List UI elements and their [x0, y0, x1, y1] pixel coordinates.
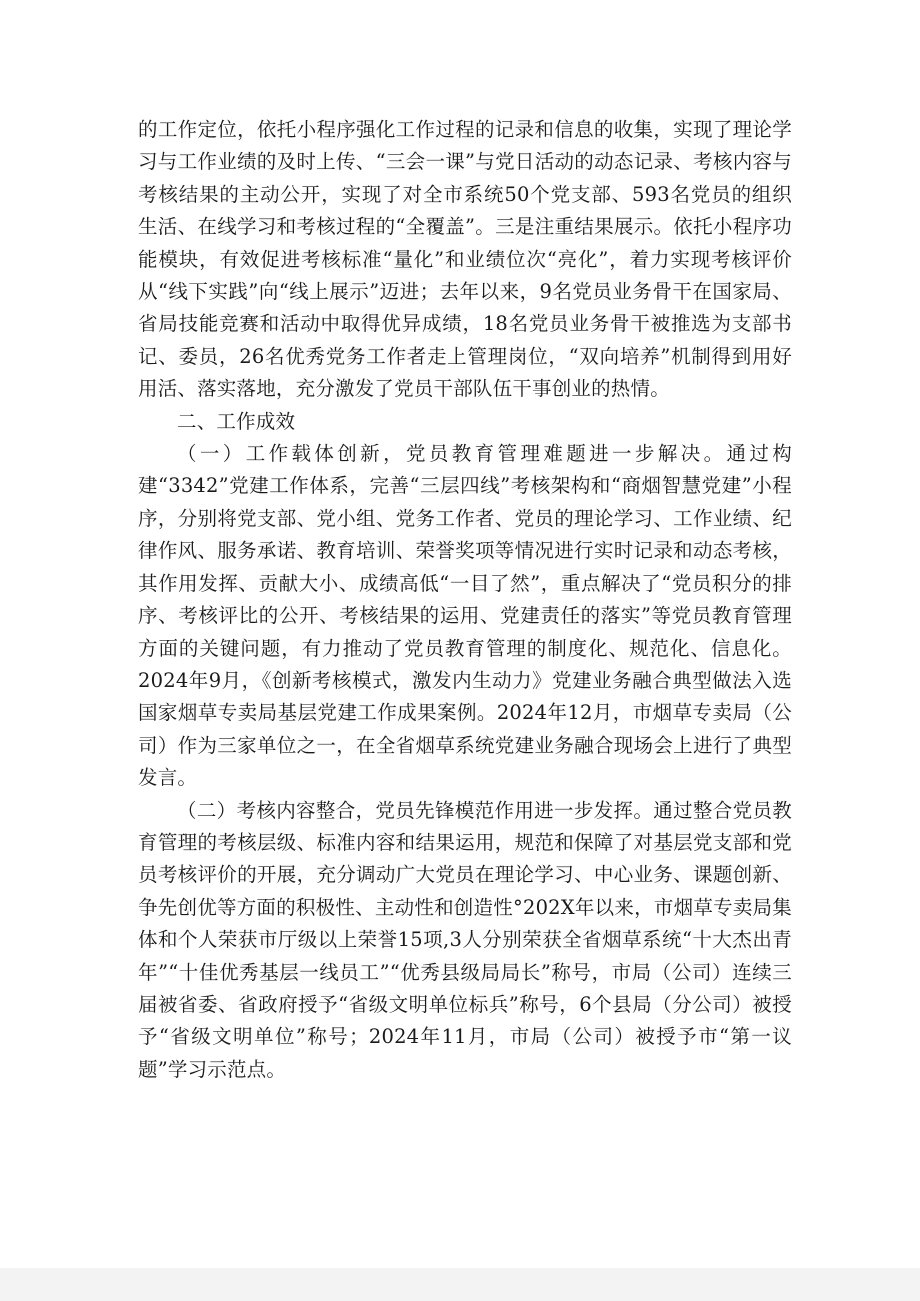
- document-body: [138, 114, 792, 1086]
- paragraph-result-1: （一）工作载体创新，党员教育管理难题进一步解决。通过构建“3342”党建工作体系，完善“三层四线”考核架构和“商烟智慧党建”小程序，分别将党支部、党小组、党务工作者、党员的理论学习、工作业绩、纪律作风、服务承诺、教育培训、荣誉奖项等情况进行实时记录和动态考核，其作用发挥、贡献大小、成绩高低“一目了然”，重点解决了“党员积分的排序、考核评比的公开、考核结果的运用、党建责任的落实”等党员教育管理方面的关键问题，有力推动了党员教育管理的制度化、规范化、信息化。2024年9月，《创新考核模式，激发内生动力》党建业务融合典型做法入选国家烟草专卖局基层党建工作成果案例。2024年12月，市烟草专卖局（公司）作为三家单位之一，在全省烟草系统党建业务融合现场会上进行了典型发言。: [138, 442, 792, 790]
- section-heading-work-results: 二、工作成效: [177, 409, 296, 433]
- paragraph-result-2: （二）考核内容整合，党员先锋模范作用进一步发挥。通过整合党员教育管理的考核层级、标准内容和结果运用，规范和保障了对基层党支部和党员考核评价的开展，充分调动广大党员在理论学习、中心业务、课题创新、争先创优等方面的积极性、主动性和创造性°202X年以来，市烟草专卖局集体和个人荣获市厅级以上荣誉15项,3人分别荣获全省烟草系统“十大杰出青年”“十佳优秀基层一线员工”“优秀县级局局长”称号，市局（公司）连续三届被省委、省政府授予“省级文明单位标兵”称号，6个县局（分公司）被授予“省级文明单位”称号；2024年11月，市局（公司）被授予市“第一议题”学习示范点。: [138, 798, 792, 1081]
- paragraph-continuation: 的工作定位，依托小程序强化工作过程的记录和信息的收集，实现了理论学习与工作业绩的及时上传、“三会一课”与党日活动的动态记录、考核内容与考核结果的主动公开，实现了对全市系统50个党支部、593名党员的组织生活、在线学习和考核过程的“全覆盖”。三是注重结果展示。依托小程序功能模块，有效促进考核标准“量化”和业绩位次“亮化”，着力实现考核评价从“线下实践”向“线上展示”迈进；去年以来，9名党员业务骨干在国家局、省局技能竞赛和活动中取得优异成绩，18名党员业务骨干被推选为支部书记、委员，26名优秀党务工作者走上管理岗位，“双向培养”机制得到用好用活、落实落地，充分激发了党员干部队伍干事创业的热情。: [138, 118, 792, 401]
- page-bottom-band: [0, 1268, 920, 1301]
